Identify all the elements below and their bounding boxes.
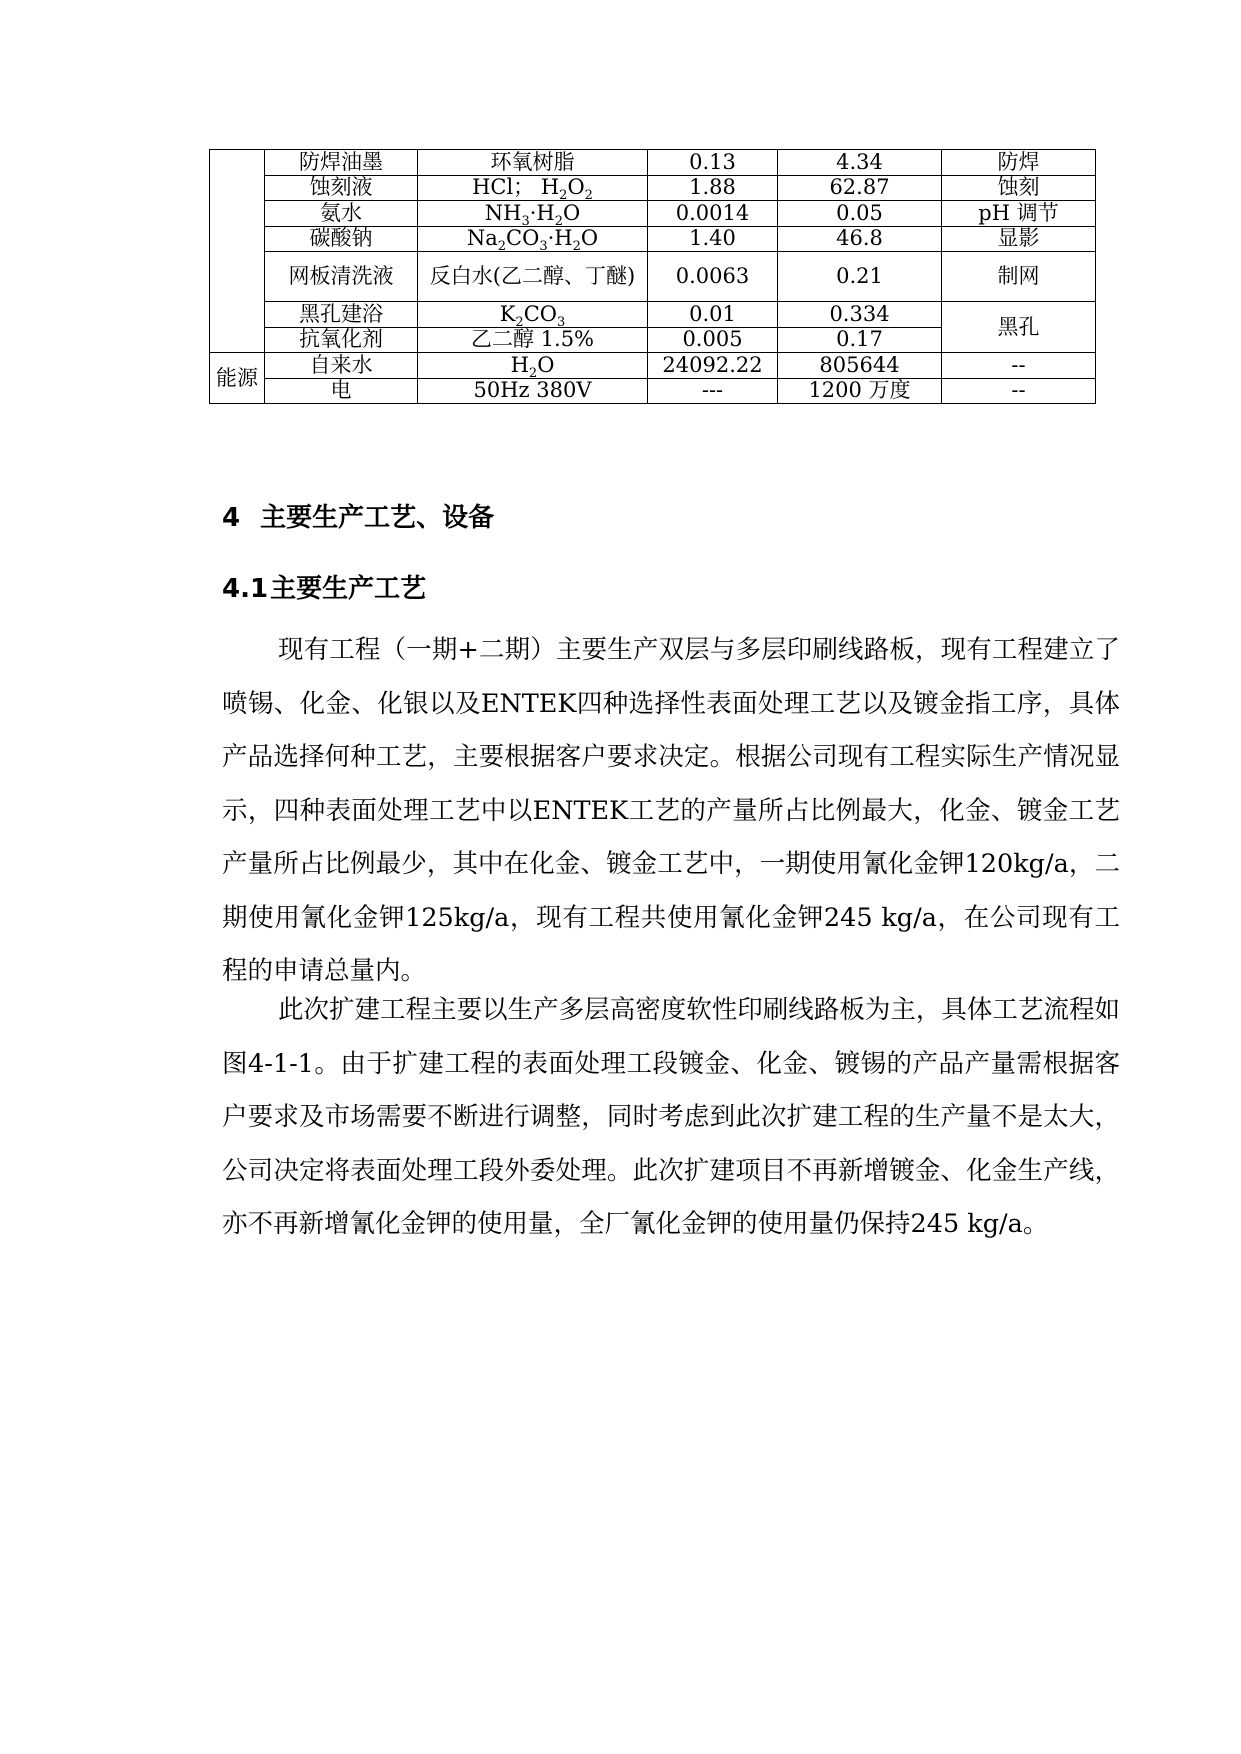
table-row [210,252,1096,302]
material-amount-1: 0.0063 [648,252,778,302]
material-component: HCl； $H_2O_2$ [418,175,648,201]
material-component: $K_2CO_3$ [418,302,648,328]
material-amount-1: 0.01 [648,302,778,328]
table-row [210,226,1096,252]
material-name: 抗氧化剂 [265,327,418,353]
table-row [210,150,1096,176]
material-use: 制网 [942,252,1096,302]
category-cell-blank [210,150,265,353]
table-row [210,201,1096,227]
section-title: 主要生产工艺、设备 [260,503,495,533]
material-amount-1: 24092.22 [648,353,778,379]
material-component: 环氧树脂 [418,150,648,176]
material-amount-2: 0.334 [778,302,942,328]
material-component: $NH_3\cdot H_2O$ [418,201,648,227]
paragraph-existing-project: 现有工程（一期+二期）主要生产双层与多层印刷线路板，现有工程建立了喷锡、化金、化银以及ENTEK四种选择性表面处理工艺以及镀金指工序，具体产品选择何种工艺，主要根据客户要求决定。根据公司现有工程实际生产情况显示，四种表面处理工艺中以ENTEK工艺的产量所占比例最大，化金、镀金工艺产量所占比例最少，其中在化金、镀金工艺中，一期使用氰化金钾120kg/a，二期使用氰化金钾125kg/a，现有工程共使用氰化金钾245 kg/a，在公司现有工程的申请总量内。 [222,635,1120,986]
material-use: -- [942,353,1096,379]
table-row [210,378,1096,404]
material-amount-2: 46.8 [778,226,942,252]
material-amount-1: 0.0014 [648,201,778,227]
section-number: 4 [222,503,241,533]
material-name: 自来水 [265,353,418,379]
paragraph-expansion-project: 此次扩建工程主要以生产多层高密度软性印刷线路板为主，具体工艺流程如图4-1-1。由于扩建工程的表面处理工段镀金、化金、镀锡的产品产量需根据客户要求及市场需要不断进行调整，同时考虑到此次扩建工程的生产量不是太大，公司决定将表面处理工段外委处理。此次扩建项目不再新增镀金、化金生产线，亦不再新增氰化金钾的使用量，全厂氰化金钾的使用量仍保持245 kg/a。 [222,995,1120,1239]
section-heading-4 [222,497,494,534]
material-use: pH 调节 [942,201,1096,227]
material-use: 蚀刻 [942,175,1096,201]
material-component: 50Hz 380V [418,378,648,404]
material-component: $H_2O$ [418,353,648,379]
material-amount-1: 1.88 [648,175,778,201]
material-name: 网板清洗液 [265,252,418,302]
material-amount-2: 0.21 [778,252,942,302]
material-amount-2: 62.87 [778,175,942,201]
material-amount-2: 805644 [778,353,942,379]
material-use: 黑孔 [942,302,1096,353]
material-amount-1: --- [648,378,778,404]
material-amount-2: 0.17 [778,327,942,353]
material-component: 反白水(乙二醇、丁醚) [418,252,648,302]
table-row [210,302,1096,328]
material-amount-2: 1200 万度 [778,378,942,404]
table-row [210,175,1096,201]
section-title: 主要生产工艺 [270,574,427,604]
material-name: 氨水 [265,201,418,227]
material-name: 蚀刻液 [265,175,418,201]
material-component: $Na_2CO_3\cdot H_2O$ [418,226,648,252]
material-amount-1: 1.40 [648,226,778,252]
materials-table [209,149,1096,404]
material-amount-1: 0.005 [648,327,778,353]
material-name: 电 [265,378,418,404]
category-cell-energy: 能源 [210,353,265,404]
material-name: 碳酸钠 [265,226,418,252]
material-component: 乙二醇 1.5% [418,327,648,353]
material-use: 防焊 [942,150,1096,176]
section-number: 4.1 [222,574,269,604]
table-row [210,353,1096,379]
section-heading-4-1 [222,568,426,605]
material-amount-2: 4.34 [778,150,942,176]
material-use: -- [942,378,1096,404]
material-name: 黑孔建浴 [265,302,418,328]
material-name: 防焊油墨 [265,150,418,176]
material-amount-2: 0.05 [778,201,942,227]
material-amount-1: 0.13 [648,150,778,176]
material-use: 显影 [942,226,1096,252]
